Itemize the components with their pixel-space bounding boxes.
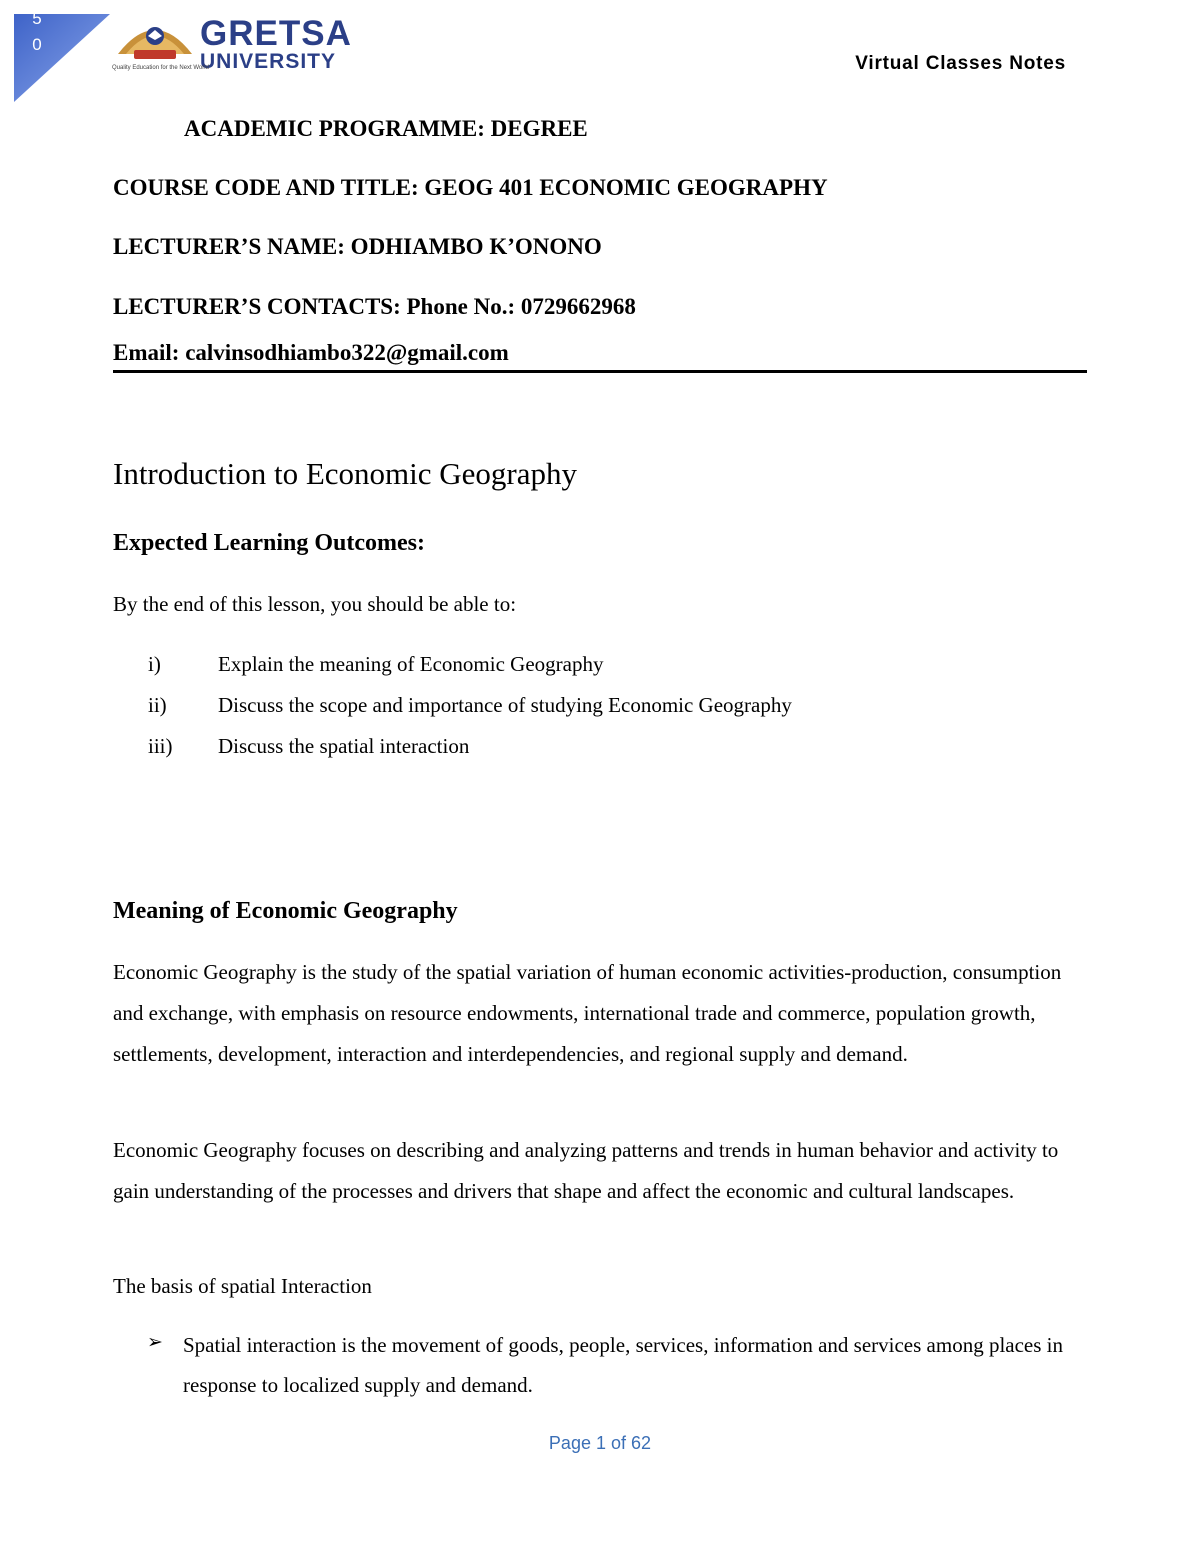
page-corner-number: 5 0 bbox=[32, 9, 42, 54]
lecturer-contacts-line: LECTURER’S CONTACTS: Phone No.: 0729662968 bbox=[113, 294, 636, 319]
page-footer bbox=[0, 1433, 1200, 1454]
logo-emblem-icon bbox=[112, 14, 198, 64]
outcome-text: Discuss the scope and importance of studying Economic Geography bbox=[218, 693, 792, 717]
footer-page-number: 1 bbox=[595, 1433, 606, 1453]
page-corner-tab bbox=[14, 14, 110, 102]
outcome-number: i) bbox=[148, 652, 161, 676]
lesson-title: Introduction to Economic Geography bbox=[113, 456, 578, 491]
outcome-number: iii) bbox=[148, 734, 173, 758]
basis-line: The basis of spatial Interaction bbox=[113, 1274, 372, 1298]
header-divider bbox=[113, 370, 1087, 373]
bullet-text: Spatial interaction is the movement of goods, people, services, information and services among places in response to localized supply and demand. bbox=[183, 1333, 1064, 1397]
footer-page-word: Page bbox=[548, 1433, 591, 1453]
logo-name: GRETSA bbox=[200, 14, 352, 53]
meaning-heading: Meaning of Economic Geography bbox=[113, 898, 458, 924]
university-logo bbox=[112, 14, 368, 76]
meaning-paragraph-1: Economic Geography is the study of the spatial variation of human economic activities-production, consumption and exchange, with emphasis on resource endowments, international trade and commerce, population growth, settlements, development, interaction and interdependencies, and regional supply and demand. bbox=[113, 960, 1062, 1066]
outcomes-heading: Expected Learning Outcomes: bbox=[113, 530, 425, 556]
lecturer-name-line: LECTURER’S NAME: ODHIAMBO K’ONONO bbox=[113, 234, 602, 259]
notes-label: Virtual Classes Notes bbox=[855, 53, 1066, 74]
logo-subname: UNIVERSITY bbox=[200, 50, 337, 73]
programme-line: ACADEMIC PROGRAMME: DEGREE bbox=[184, 116, 588, 141]
arrow-bullet-icon: ➢ bbox=[147, 1331, 163, 1353]
outcome-number: ii) bbox=[148, 693, 167, 717]
outcomes-intro: By the end of this lesson, you should be able to: bbox=[113, 592, 517, 616]
outcome-text: Explain the meaning of Economic Geography bbox=[218, 652, 604, 676]
outcome-text: Discuss the spatial interaction bbox=[218, 734, 470, 758]
meaning-paragraph-2: Economic Geography focuses on describing and analyzing patterns and trends in human behavior and activity to gain understanding of the processes and drivers that shape and affect the economic and cultural landscapes. bbox=[113, 1138, 1059, 1203]
logo-tagline: Quality Education for the Next World bbox=[112, 65, 209, 71]
email-line: Email: calvinsodhiambo322@gmail.com bbox=[113, 340, 509, 365]
course-line: COURSE CODE AND TITLE: GEOG 401 ECONOMIC GEOGRAPHY bbox=[113, 175, 828, 200]
footer-of-word: of bbox=[611, 1433, 627, 1453]
footer-total-pages: 62 bbox=[631, 1433, 652, 1453]
